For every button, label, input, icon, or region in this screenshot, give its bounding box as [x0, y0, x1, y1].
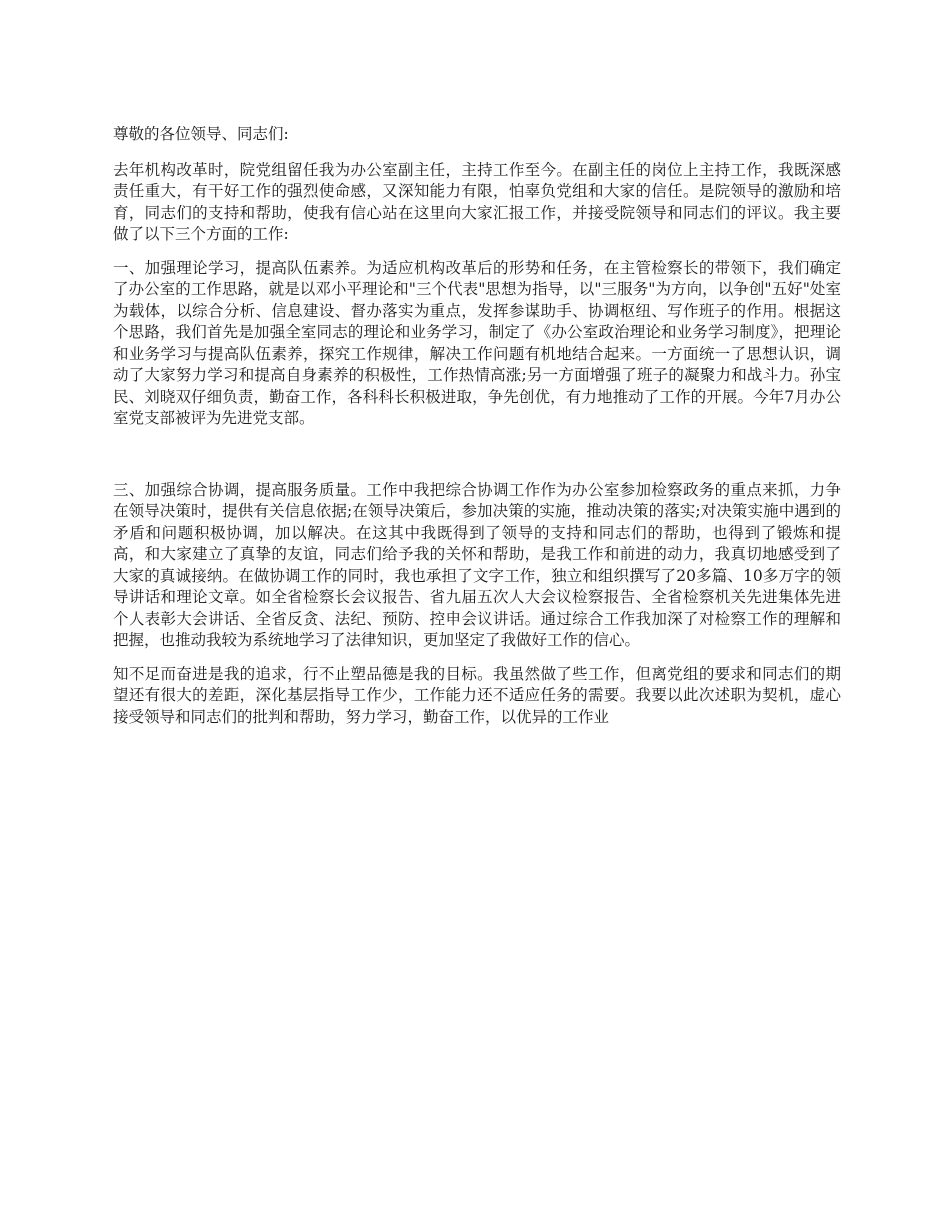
paragraph-intro: 去年机构改革时，院党组留任我为办公室副主任，主持工作至今。在副主任的岗位上主持工作，我既深感责任重大，有干好工作的强烈使命感，又深知能力有限，怕辜负党组和大家的信任。是院领导的激励和培育，同志们的支持和帮助，使我有信心站在这里向大家汇报工作，并接受院领导和同志们的评议。我主要做了以下三个方面的工作:	[113, 160, 841, 243]
paragraph-section-three: 三、加强综合协调，提高服务质量。工作中我把综合协调工作作为办公室参加检察政务的重点来抓，力争在领导决策时，提供有关信息依据;在领导决策后，参加决策的实施，推动决策的落实;对决策实施中遇到的矛盾和问题积极协调，加以解决。在这其中我既得到了领导的支持和同志们的帮助，也得到了锻炼和提高，和大家建立了真挚的友谊，同志们给予我的关怀和帮助，是我工作和前进的动力，我真切地感受到了大家的真诚接纳。在做协调工作的同时，我也承担了文字工作，独立和组织撰写了20多篇、10多万字的领导讲话和理论文章。如全省检察长会议报告、省九届五次人大会议检察报告、全省检察机关先进集体先进个人表彰大会讲话、全省反贪、法纪、预防、控申会议讲话。通过综合工作我加深了对检察工作的理解和把握，也推动我较为系统地学习了法律知识，更加坚定了我做好工作的信心。	[113, 480, 841, 649]
salutation: 尊敬的各位领导、同志们:	[113, 125, 289, 143]
paragraph-section-one: 一、加强理论学习，提高队伍素养。为适应机构改革后的形势和任务，在主管检察长的带领下，我们确定了办公室的工作思路，就是以邓小平理论和"三个代表"思想为指导，以"三服务"为方向，以争创"五好"处室为载体，以综合分析、信息建设、督办落实为重点，发挥参谋助手、协调枢纽、写作班子的作用。根据这个思路，我们首先是加强全室同志的理论和业务学习，制定了《办公室政治理论和业务学习制度》，把理论和业务学习与提高队伍素养，探究工作规律，解决工作问题有机地结合起来。一方面统一了思想认识，调动了大家努力学习和提高自身素养的积极性，工作热情高涨;另一方面增强了班子的凝聚力和战斗力。孙宝民、刘晓双仔细负责，勤奋工作，各科科长积极进取，争先创优，有力地推动了工作的开展。今年7月办公室党支部被评为先进党支部。	[113, 258, 841, 427]
document-body	[113, 124, 841, 740]
blank-gap	[113, 442, 841, 480]
paragraph-closing: 知不足而奋进是我的追求，行不止塑品德是我的目标。我虽然做了些工作，但离党组的要求和同志们的期望还有很大的差距，深化基层指导工作少，工作能力还不适应任务的需要。我要以此次述职为契机，虚心接受领导和同志们的批判和帮助，努力学习，勤奋工作，以优异的工作业	[113, 664, 841, 726]
